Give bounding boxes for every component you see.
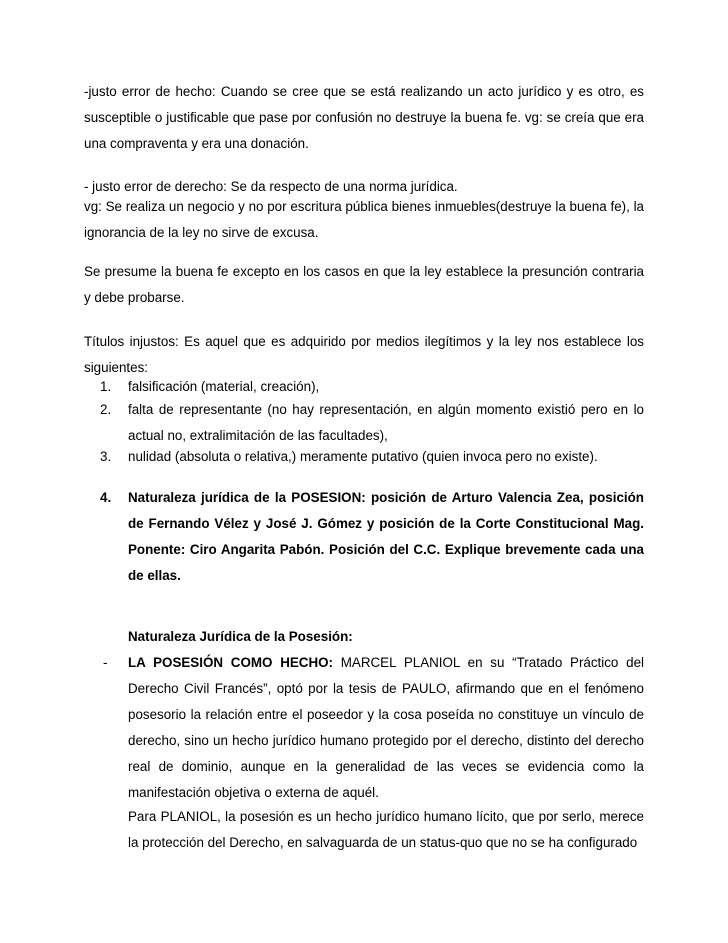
dash-bullet: - <box>103 655 108 670</box>
list-number: 3. <box>100 449 112 464</box>
posesion-como-hecho-title: LA POSESIÓN COMO HECHO: <box>128 655 334 670</box>
list-item-naturaleza-juridica: Naturaleza jurídica de la POSESION: posición de Arturo Valencia Zea, posición de Fernando Vélez y José J. Gómez y posición de la Corte Constitucional Mag. Ponente: Ciro Angarita Pabón. Posición del C.C. Explique brevemente cada una de ellas. <box>128 490 644 583</box>
list-item: nulidad (absoluta o relativa,) meramente putativo (quien invoca pero no existe). <box>128 449 598 464</box>
list-item: falsificación (material, creación), <box>128 379 320 394</box>
list-item: falta de representante (no hay representación, en algún momento existió pero en lo actual no, extralimitación de las facultades), <box>128 402 644 443</box>
section-heading: Naturaleza Jurídica de la Posesión: <box>128 629 353 644</box>
paragraph-titulos-injustos: Títulos injustos: Es aquel que es adquirido por medios ilegítimos y la ley nos establece los siguientes: <box>84 334 644 375</box>
paragraph-error-de-derecho-example: vg: Se realiza un negocio y no por escritura pública bienes inmuebles(destruye la buena fe), la ignorancia de la ley no sirve de excusa. <box>84 199 644 240</box>
list-number: 4. <box>100 490 112 505</box>
list-number: 2. <box>100 402 112 417</box>
list-number: 1. <box>100 379 112 394</box>
paragraph-presuncion-buena-fe: Se presume la buena fe excepto en los casos en que la ley establece la presunción contraria y debe probarse. <box>84 264 644 305</box>
posesion-como-hecho-text: MARCEL PLANIOL en su “Tratado Práctico del Derecho Civil Francés”, optó por la tesis de PAULO, afirmando que en el fenómeno posesorio la relación entre el poseedor y la cosa poseída no constituye un vínculo de derecho, sino un hecho jurídico humano protegido por el derecho, distinto del derecho real de dominio, aunque en la generalidad de las veces se evidencia como la manifestación objetiva o externa de aquél. <box>128 655 644 800</box>
paragraph-posesion-como-hecho <box>128 650 644 806</box>
paragraph-error-de-derecho: - justo error de derecho: Se da respecto de una norma jurídica. <box>84 179 458 194</box>
paragraph-error-de-hecho: -justo error de hecho: Cuando se cree que se está realizando un acto jurídico y es otro, es susceptible o justificable que pase por confusión no destruye la buena fe. vg: se creía que era una compraventa y era una donación. <box>84 84 644 151</box>
paragraph-planiol: Para PLANIOL, la posesión es un hecho jurídico humano lícito, que por serlo, merece la protección del Derecho, en salvaguarda de un status-quo que no se ha configurado <box>128 809 644 850</box>
